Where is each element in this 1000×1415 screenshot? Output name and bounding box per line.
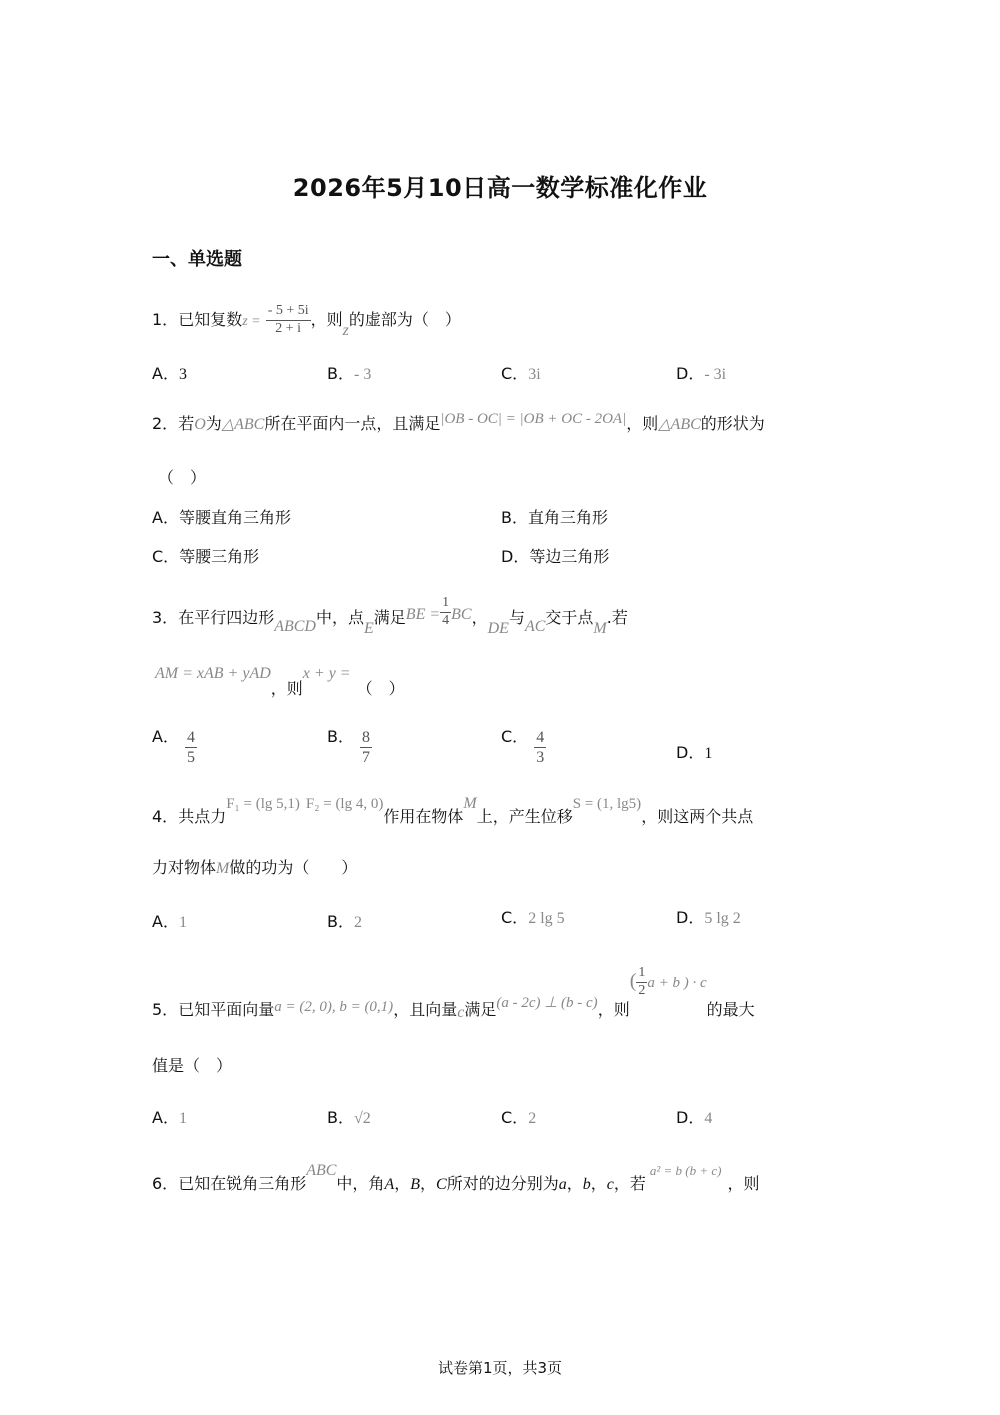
option-c[interactable]: C． $\frac{4}{3}$: [501, 727, 545, 767]
math-o: O: [194, 416, 206, 433]
option-d[interactable]: D．1: [676, 743, 713, 762]
question-5: 5．已知平面向量a = (2, 0), b = (0,1)，且向量c满足(a - 2c) ⊥ (b - c)，则( $\frac{1}{2}$ a + b ) · c的最大: [152, 965, 755, 1021]
question-4-line-2: 力对物体M做的功为（ ）: [152, 858, 358, 877]
question-1: [152, 303, 461, 338]
math-de: DE: [487, 619, 509, 637]
page-footer: 试卷第1页，共3页: [437, 1359, 563, 1377]
math-vectors-ab: a = (2, 0), b = (0,1): [274, 998, 394, 1015]
question-text: 的虚部为（ ）: [348, 309, 461, 329]
option-b[interactable]: B．直角三角形: [501, 508, 608, 527]
math-vector-expr: |OB - OC| = |OB + OC - 2OA|: [440, 411, 627, 427]
option-c[interactable]: C．3i: [501, 364, 541, 383]
option-a[interactable]: A．1: [152, 912, 187, 931]
math-m: M: [593, 619, 607, 637]
question-5-line-2: 值是（ ）: [152, 1056, 233, 1075]
question-6: 6．已知在锐角三角形ABC中，角A，B，C所对的边分别为a，b，c，若a² = b (b + c)，则: [152, 1162, 760, 1193]
option-a[interactable]: A．3: [152, 364, 187, 383]
math-e: E: [364, 619, 374, 637]
math-m: M: [463, 795, 477, 812]
math-equation: a² = b (b + c): [649, 1163, 722, 1178]
math-abc: ABC: [306, 1162, 337, 1179]
math-triangle: △ABC: [221, 416, 265, 433]
math-triangle: △ABC: [658, 416, 701, 433]
math-zbar: z: [342, 321, 349, 339]
math-condition: (a - 2c) ⊥ (b - c): [496, 994, 598, 1011]
option-b[interactable]: B．- 3: [327, 364, 372, 383]
question-number: 1．: [152, 309, 179, 329]
option-a[interactable]: A． $\frac{4}{5}$: [152, 727, 195, 767]
math-xy: x + y =: [302, 665, 351, 682]
question-text: ，则: [310, 309, 343, 329]
question-3-line-2: AM = xAB + yAD，则x + y =（ ）: [155, 665, 405, 698]
question-text: 已知复数: [178, 309, 243, 329]
math-abcd: ABCD: [274, 617, 316, 635]
math-z: z =: [242, 313, 261, 329]
math-f2: F₂ = (lg 4, 0): [305, 796, 384, 812]
option-c[interactable]: C．等腰三角形: [152, 547, 260, 566]
math-fraction: $\frac{1}{2}$: [638, 965, 646, 998]
option-c[interactable]: C．2 lg 5: [501, 908, 565, 927]
option-d[interactable]: D．4: [676, 1108, 713, 1127]
math-ac: AC: [524, 617, 546, 635]
option-d[interactable]: D．- 3i: [676, 364, 727, 383]
math-m: M: [216, 860, 230, 877]
math-f1: F₁ = (lg 5,1): [226, 796, 300, 812]
section-heading: 一、单选题: [152, 249, 242, 270]
option-c[interactable]: C．2: [501, 1108, 537, 1127]
option-d[interactable]: D．5 lg 2: [676, 908, 741, 927]
option-a[interactable]: A．1: [152, 1108, 187, 1127]
math-be: BE =: [405, 605, 441, 623]
math-fraction: $\frac{1}{4}$: [442, 595, 450, 628]
option-b[interactable]: B．√2: [327, 1108, 371, 1127]
option-b[interactable]: B． $\frac{8}{7}$: [327, 727, 370, 767]
page-title: 2026年5月10日高一数学标准化作业: [292, 174, 708, 202]
option-d[interactable]: D．等边三角形: [501, 547, 610, 566]
math-c: c: [457, 1003, 465, 1021]
question-4: 4．共点力F₁ = (lg 5,1) F₂ = (lg 4, 0)作用在物体M上，产生位移S = (1, lg5)，则这两个共点: [152, 795, 754, 826]
math-s: S = (1, lg5): [572, 796, 642, 812]
math-max-expr: a + b ) · c: [647, 974, 707, 991]
math-bc: BC: [451, 605, 472, 623]
math-fraction: $\frac{- 5 + 5i}{2 + i}$: [267, 303, 309, 336]
answer-parens: （ ）: [158, 468, 207, 487]
question-2: 2．若O为△ABC所在平面内一点，且满足|OB - OC| = |OB + OC - 2OA|，则△ABC的形状为: [152, 411, 765, 433]
math-am-expr: AM = xAB + yAD: [155, 665, 271, 682]
option-b[interactable]: B．2: [327, 912, 362, 931]
option-a[interactable]: A．等腰直角三角形: [152, 508, 291, 527]
question-3: 3．在平行四边形ABCD中，点E满足BE = $\frac{1}{4}$ BC，DE与AC交于点M.若: [152, 595, 628, 637]
